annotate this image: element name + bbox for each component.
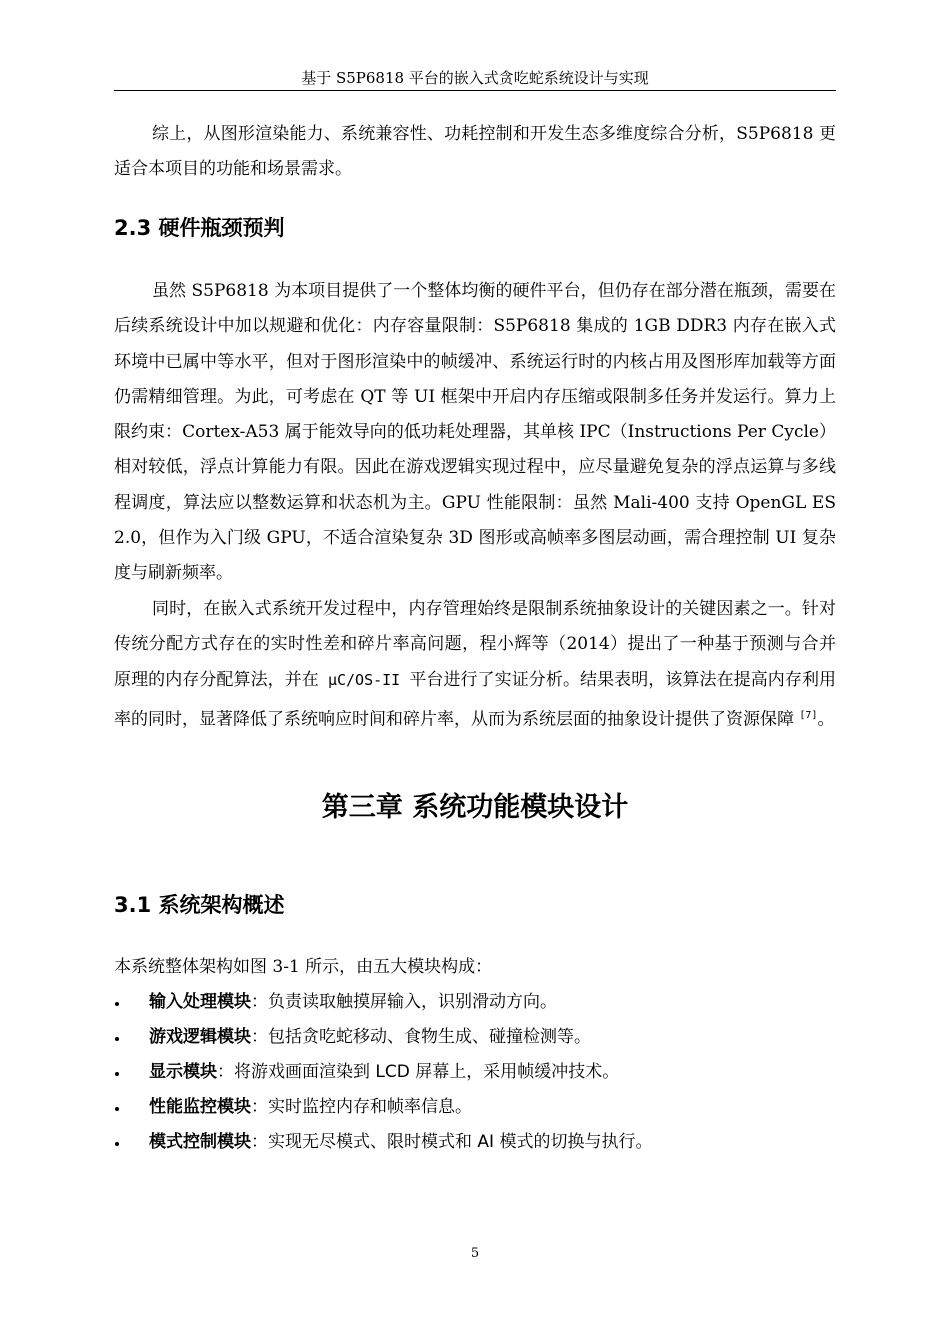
- list-item: [114, 1125, 836, 1160]
- module-term: 性能监控模块: [149, 1097, 251, 1117]
- paragraph-2-end: 。: [817, 709, 835, 730]
- section-2-3-paragraph-2: [114, 592, 836, 738]
- module-entry: [149, 1055, 619, 1090]
- section-heading-3-1: 3.1 系统架构概述: [114, 893, 285, 917]
- module-entry: [149, 985, 557, 1020]
- module-list: [114, 985, 836, 1160]
- section-heading-2-3: 2.3 硬件瓶颈预判: [114, 216, 285, 240]
- bullet-icon: [115, 1142, 119, 1146]
- module-desc: ：实现无尽模式、限时模式和 AI 模式的切换与执行。: [251, 1132, 653, 1152]
- list-item: [114, 985, 836, 1020]
- section-3-1-intro: 本系统整体架构如图 3-1 所示，由五大模块构成：: [114, 957, 493, 977]
- module-entry: [149, 1020, 591, 1055]
- page-number: 5: [470, 1246, 480, 1261]
- rtos-name: μC/OS-II: [318, 670, 410, 689]
- chapter-heading: 第三章 系统功能模块设计: [321, 792, 629, 823]
- module-entry: [149, 1125, 652, 1160]
- module-entry: [149, 1090, 472, 1125]
- module-term: 模式控制模块: [149, 1132, 251, 1152]
- intro-paragraph: 综上，从图形渲染能力、系统兼容性、功耗控制和开发生态多维度综合分析，S5P6818 更适合本项目的功能和场景需求。: [114, 124, 836, 180]
- list-item: [114, 1055, 836, 1090]
- paragraph-2-text-b: 平台进行了实证分析。结果表明，该算法在提高内存利用率的同时，显著降低了系统响应时间和碎片率，从而为系统层面的抽象设计提供了资源保障: [114, 669, 837, 730]
- bullet-icon: [115, 1037, 119, 1041]
- paragraph-2-text-a: 同时，在嵌入式系统开发过程中，内存管理始终是限制系统抽象设计的关键因素之一。针对传统分配方式存在的实时性差和碎片率高问题，程小辉等（2014）提出了一种基于预测与合并原理的内存分配算法，并在: [114, 599, 836, 690]
- header-rule: [114, 90, 836, 91]
- running-header: 基于 S5P6818 平台的嵌入式贪吃蛇系统设计与实现: [301, 69, 649, 87]
- module-term: 显示模块: [149, 1062, 217, 1082]
- bullet-icon: [115, 1072, 119, 1076]
- module-term: 游戏逻辑模块: [149, 1027, 251, 1047]
- citation-ref: [7]: [799, 709, 818, 721]
- section-2-3-paragraph-1: 虽然 S5P6818 为本项目提供了一个整体均衡的硬件平台，但仍存在部分潜在瓶颈，需要在后续系统设计中加以规避和优化：内存容量限制：S5P6818 集成的 1GB DDR3 内存在嵌入式环境中已属中等水平，但对于图形渲染中的帧缓冲、系统运行时的内核占用及图形库加载等方面仍需精细管理。为此，可考虑在 QT 等 UI 框架中开启内存压缩或限制多任务并发运行。算力上限约束：Cortex-A53 属于能效导向的低功耗处理器，其单核 IPC（Instructions Per Cycle）相对较低，浮点计算能力有限。因此在游戏逻辑实现过程中，应尽量避免复杂的浮点运算与多线程调度，算法应以整数运算和状态机为主。GPU 性能限制：虽然 Mali-400 支持 OpenGL ES 2.0，但作为入门级 GPU，不适合渲染复杂 3D 图形或高帧率多图层动画，需合理控制 UI 复杂度与刷新频率。: [114, 281, 836, 584]
- module-desc: ：负责读取触摸屏输入，识别滑动方向。: [251, 992, 557, 1012]
- list-item: [114, 1090, 836, 1125]
- list-item: [114, 1020, 836, 1055]
- module-desc: ：包括贪吃蛇移动、食物生成、碰撞检测等。: [251, 1027, 591, 1047]
- bullet-icon: [115, 1002, 119, 1006]
- bullet-icon: [115, 1107, 119, 1111]
- module-desc: ：实时监控内存和帧率信息。: [251, 1097, 472, 1117]
- module-desc: ：将游戏画面渲染到 LCD 屏幕上，采用帧缓冲技术。: [217, 1062, 620, 1082]
- module-term: 输入处理模块: [149, 992, 251, 1012]
